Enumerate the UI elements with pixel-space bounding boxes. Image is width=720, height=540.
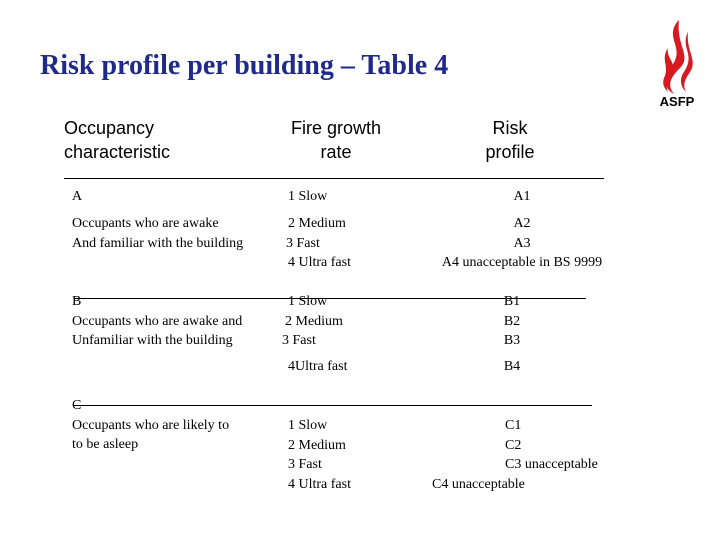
row-a2-growth [286, 214, 351, 273]
row-c-risk-line3: C3 unacceptable [505, 457, 598, 472]
row-c-occupancy-line3: to be asleep [72, 437, 139, 452]
row-a-risk-line: A1 [513, 189, 531, 204]
row-c-occupancy [72, 396, 229, 455]
row-b-risk-line3: B3 [503, 333, 521, 348]
header-growth-line1: Fire growth [290, 118, 382, 138]
asfp-flame-logo-icon [652, 18, 702, 108]
row-a2-growth-line2: 3 Fast [286, 235, 320, 251]
row-a2-growth-line3: 4 Ultra fast [288, 255, 351, 270]
row-a2-occupancy-line2: And familiar with the building [72, 235, 244, 251]
row-c-risk-line4: C4 unacceptable [432, 476, 525, 492]
header-divider [64, 178, 604, 179]
row-b-risk-line2: B2 [503, 313, 521, 329]
header-risk [460, 116, 560, 164]
row-c-growth-line1: 1 Slow [288, 418, 328, 433]
row-b-growth-line3: 3 Fast [282, 333, 316, 348]
row-b4-risk: B4 [503, 359, 521, 374]
header-occupancy-line1: Occupancy [64, 118, 155, 138]
row-b-occupancy [72, 292, 242, 351]
row-a-occupancy-line: A [72, 189, 83, 204]
row-c-risk-line2: C2 [505, 437, 522, 453]
row-b-occupancy-line2: Occupants who are awake and [72, 313, 243, 329]
row-b-occupancy-line1: B [72, 294, 82, 309]
row-b-growth-line1: 1 Slow [288, 294, 328, 309]
header-growth [266, 116, 406, 164]
row-a2-risk [426, 214, 618, 273]
header-occupancy-line2: characteristic [64, 142, 171, 162]
header-growth-line2: rate [320, 142, 352, 162]
header-risk-line1: Risk [492, 118, 528, 138]
row-a2-risk-line1: A2 [513, 216, 531, 231]
row-c-growth-line2: 2 Medium [288, 437, 346, 453]
row-b-risk-line1: B1 [503, 294, 521, 309]
row-a2-growth-line1: 2 Medium [288, 216, 346, 231]
row-a2-risk-line3: A4 unacceptable in BS 9999 [441, 255, 603, 270]
row-c-growth-line4: 4 Ultra fast [288, 476, 351, 492]
row-b4-growth: 4Ultra fast [288, 359, 348, 374]
row-b-growth-line2: 2 Medium [285, 313, 343, 329]
row-c-risk-line1: C1 [505, 418, 522, 433]
row-b-growth [282, 292, 343, 351]
row-b-risk [472, 292, 552, 351]
row-a2-occupancy-line1: Occupants who are awake [72, 216, 219, 231]
row-c-growth [288, 416, 351, 494]
row-a2-risk-line2: A3 [513, 235, 531, 251]
logo-text: ASFP [659, 94, 695, 108]
row-a-risk [432, 187, 612, 207]
row-c-growth-line3: 3 Fast [288, 457, 322, 472]
row-a-growth [288, 187, 327, 207]
row-a-occupancy [72, 187, 82, 207]
row-b-occupancy-line3: Unfamiliar with the building [72, 333, 233, 348]
header-risk-line2: profile [485, 142, 535, 162]
row-c-risk [430, 416, 620, 494]
row-a2-occupancy [72, 214, 243, 253]
page-title: Risk profile per building – Table 4 [40, 50, 449, 81]
row-c-occupancy-line2: Occupants who are likely to [72, 417, 230, 433]
row-a-growth-line: 1 Slow [288, 189, 328, 204]
row-c-occupancy-line1: C [72, 398, 82, 413]
header-occupancy [64, 116, 170, 164]
